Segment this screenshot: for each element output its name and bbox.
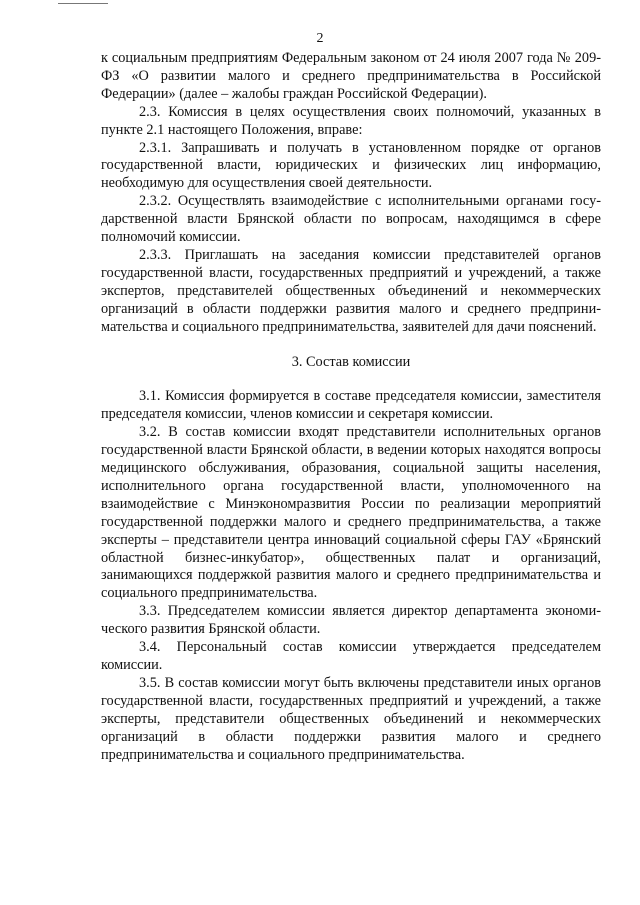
paragraph-3-5: 3.5. В состав комиссии могут быть включены представители иных органов государственной власти, государственных предприятий и учреждений, а также эксперты, представители общественных объединений и некоммерческих организаций в области поддержки развития малого и среднего предпринимательства и социального предпринимательства. — [101, 674, 601, 763]
spacer — [101, 337, 601, 354]
spacer — [101, 371, 601, 388]
document-body — [101, 50, 601, 764]
paragraph-continuation: к социальным предприятиям Федеральным законом от 24 июля 2007 года № 209-ФЗ «О развитии малого и среднего предпринимательства в Российской Федерации» (далее – жалобы граждан Российской Федерации). — [101, 50, 601, 102]
scan-edge-mark — [58, 0, 108, 4]
paragraph-3-1: 3.1. Комиссия формируется в составе председателя комиссии, заместителя председателя комиссии, членов комиссии и секретаря комиссии. — [101, 388, 601, 423]
paragraph-2-3-3: 2.3.3. Приглашать на заседания комиссии представителей органов государственной власти, государственных предприятий и учреждений, а также экспертов, представителей общественных объединений и некоммерческих организаций в области поддержки развития малого и среднего предпринимательства и социального предпринимательства, заявителей для дачи пояснений. — [101, 246, 601, 335]
paragraph-2-3: 2.3. Комиссия в целях осуществления своих полномочий, указанных в пункте 2.1 настоящего Положения, вправе: — [101, 103, 601, 138]
section-heading: 3. Состав комиссии — [291, 353, 411, 370]
paragraph-3-2: 3.2. В состав комиссии входят представители исполнительных органов государственной власти Брянской области, в ведении которых находятся вопросы медицинского обслуживания, образования, социальной защиты населения, исполнительного органа государственной власти, уполномоченного на взаимодействие с Минэкономразвития России по реализации мероприятий государственной поддержки малого и среднего предпринимательства, а также эксперты – представители центра инноваций социальной сферы ГАУ «Брянский областной бизнес-инкубатор», общественных палат и организаций, занимающихся поддержкой развития малого и среднего предпринимательства и социального предпринимательства. — [101, 424, 601, 602]
paragraph-2-3-1: 2.3.1. Запрашивать и получать в установленном порядке от органов государственной власти, юридических и физических лиц информацию, необходимую для осуществления своей деятельности. — [101, 139, 601, 192]
paragraph-3-4: 3.4. Персональный состав комиссии утверждается председателем комиссии. — [101, 639, 601, 673]
page-number: 2 — [316, 31, 324, 46]
paragraph-3-3: 3.3. Председателем комиссии является директор департамента экономического развития Брянской области. — [101, 603, 601, 638]
paragraph-2-3-2: 2.3.2. Осуществлять взаимодействие с исполнительными органами государственной власти Брянской области по вопросам, находящимся в сфере полномочий комиссии. — [101, 193, 601, 246]
